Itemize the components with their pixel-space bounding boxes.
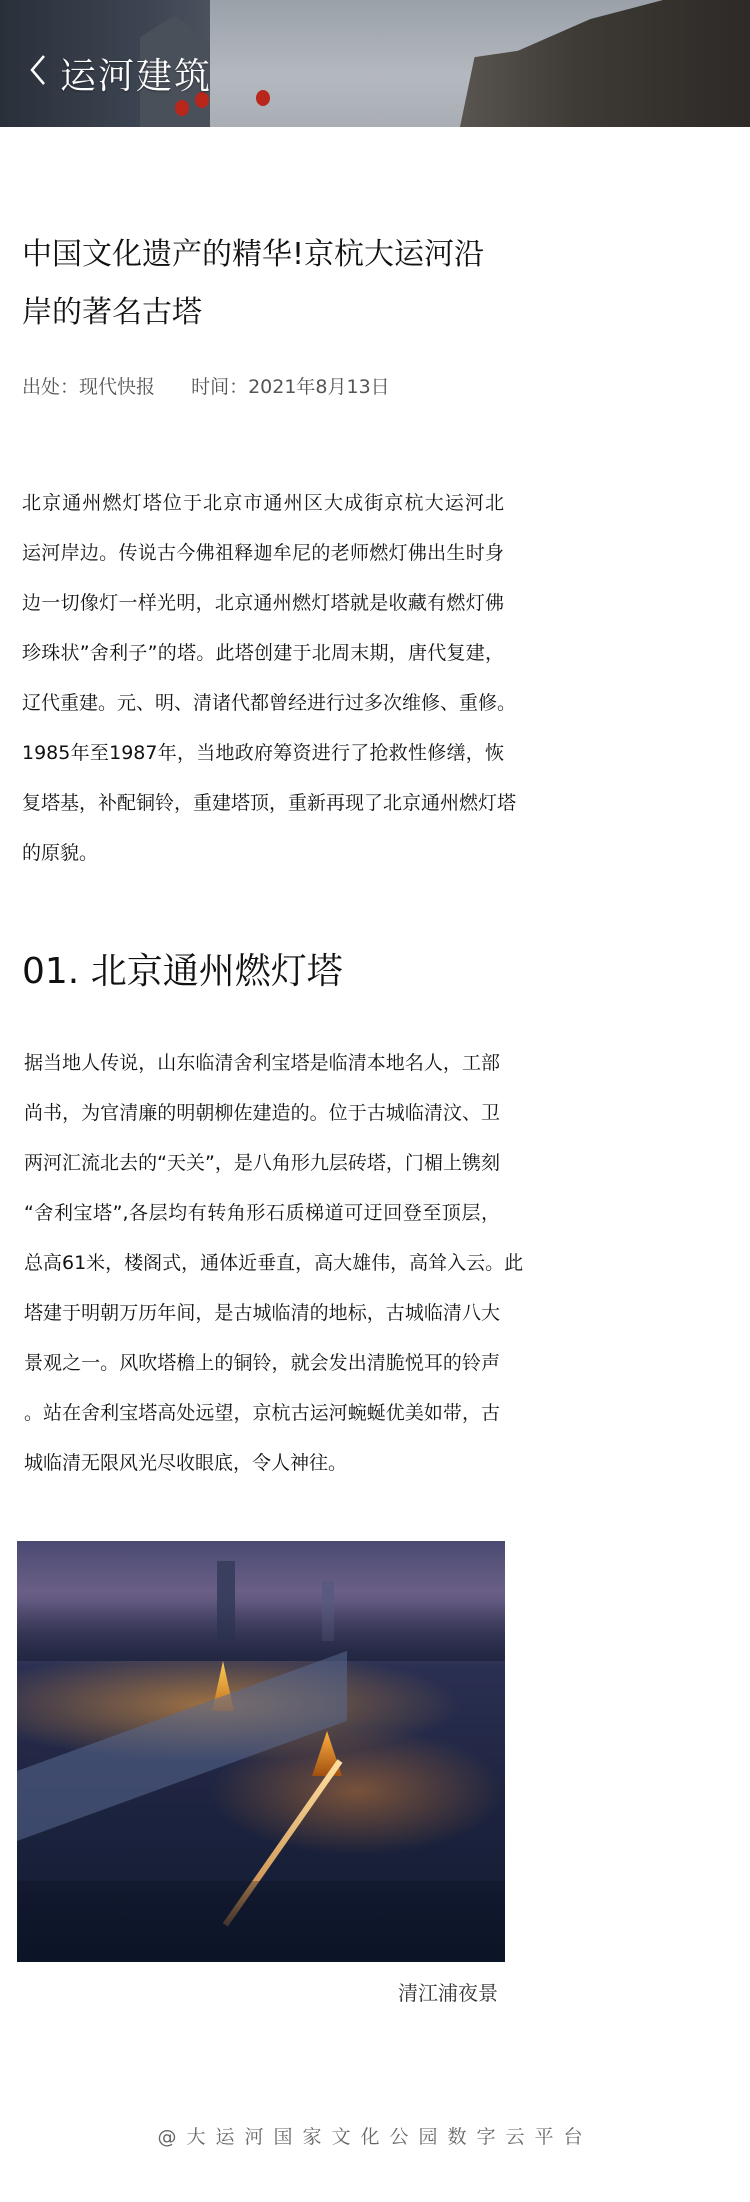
article-source: 出处：现代快报 <box>22 376 156 398</box>
paragraph-pagoda <box>24 1038 524 1488</box>
article-meta <box>22 372 420 399</box>
lantern-decoration <box>256 90 270 106</box>
chevron-left-icon <box>24 50 54 90</box>
banner-building-right <box>460 0 750 127</box>
paragraph-line: 1985年至1987年，当地政府筹资进行了抢救性修缮，恢 <box>22 742 504 764</box>
article-title <box>22 226 742 342</box>
paragraph-line: 塔建于明朝万历年间，是古城临清的地标，古城临清八大 <box>24 1302 500 1324</box>
paragraph-line: 尚书，为官清廉的明朝柳佐建造的。位于古城临清汶、卫 <box>24 1102 500 1124</box>
header-title: 运河建筑 <box>60 56 213 97</box>
paragraph-line: 珍珠状”舍利子”的塔。此塔创建于北周末期，唐代复建， <box>22 642 504 664</box>
section-heading: 01. 北京通州燃灯塔 <box>22 951 343 992</box>
paragraph-line: 的原貌。 <box>22 842 99 864</box>
lantern-decoration <box>175 100 189 116</box>
paragraph-line: 复塔基，补配铜铃，重建塔顶，重新再现了北京通州燃灯塔 <box>22 792 517 814</box>
paragraph-line: 边一切像灯一样光明，北京通州燃灯塔就是收藏有燃灯佛 <box>22 592 504 614</box>
night-view-photo <box>17 1541 505 1962</box>
paragraph-line: 。站在舍利宝塔高处远望，京杭古运河蜿蜒优美如带，古 <box>24 1402 500 1424</box>
paragraph-intro <box>22 478 517 878</box>
paragraph-line: “舍利宝塔”,各层均有转角形石质梯道可迂回登至顶层， <box>24 1202 500 1224</box>
paragraph-line: 城临清无限风光尽收眼底，令人神往。 <box>24 1452 348 1474</box>
image-caption: 清江浦夜景 <box>398 1981 498 2005</box>
footer-credit: @大运河国家文化公园数字云平台 <box>157 2126 593 2148</box>
title-line: 岸的著名古塔 <box>22 295 202 330</box>
paragraph-line: 据当地人传说，山东临清舍利宝塔是临清本地名人，工部 <box>24 1052 500 1074</box>
paragraph-line: 两河汇流北去的“天关”，是八角形九层砖塔，门楣上镌刻 <box>24 1152 500 1174</box>
title-line: 中国文化遗产的精华!京杭大运河沿 <box>22 237 485 272</box>
paragraph-line: 北京通州燃灯塔位于北京市通州区大成街京杭大运河北 <box>22 492 504 514</box>
article-date: 时间：2021年8月13日 <box>191 376 390 398</box>
paragraph-line: 辽代重建。元、明、清诸代都曾经进行过多次维修、重修。 <box>22 692 517 714</box>
paragraph-line: 景观之一。风吹塔檐上的铜铃，就会发出清脆悦耳的铃声 <box>24 1352 500 1374</box>
paragraph-line: 运河岸边。传说古今佛祖释迦牟尼的老师燃灯佛出生时身 <box>22 542 504 564</box>
paragraph-line: 总高61米，楼阁式，通体近垂直，高大雄伟，高耸入云。此 <box>24 1252 524 1274</box>
header-banner <box>0 0 750 127</box>
back-button[interactable] <box>24 50 54 90</box>
